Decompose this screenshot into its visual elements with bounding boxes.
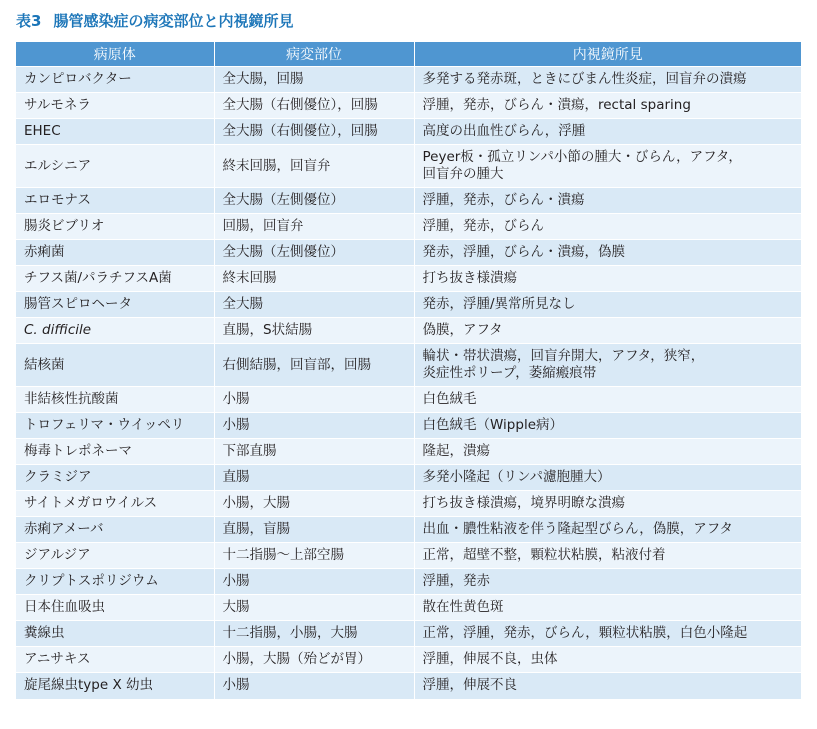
findings-line: 浮腫，伸展不良 bbox=[422, 677, 517, 694]
table-row bbox=[16, 119, 801, 145]
table-row bbox=[16, 292, 801, 318]
findings-line: 白色絨毛（Wipple病） bbox=[422, 417, 563, 433]
site-cell: 小腸，大腸 bbox=[214, 491, 414, 517]
table-row bbox=[16, 67, 801, 93]
pathogen-cell: エロモナス bbox=[16, 188, 214, 214]
findings-cell bbox=[414, 595, 801, 621]
findings-cell bbox=[414, 145, 801, 188]
findings-cell bbox=[414, 240, 801, 266]
table-row bbox=[16, 517, 801, 543]
table-row bbox=[16, 569, 801, 595]
table-caption bbox=[16, 8, 293, 34]
findings-line: 散在性黄色斑 bbox=[422, 599, 504, 615]
pathogen-cell: 非結核性抗酸菌 bbox=[16, 387, 214, 413]
findings-cell bbox=[414, 673, 801, 699]
site-cell: 全大腸 bbox=[214, 292, 414, 318]
site-cell: 小腸 bbox=[214, 673, 414, 699]
findings-cell bbox=[414, 318, 801, 344]
findings-line: 打ち抜き様潰瘍，境界明瞭な潰瘍 bbox=[422, 495, 625, 511]
findings-cell bbox=[414, 119, 801, 145]
findings-line: 多発小隆起（リンパ濾胞腫大） bbox=[422, 469, 611, 485]
findings-cell bbox=[414, 465, 801, 491]
site-cell: 直腸，S状結腸 bbox=[214, 318, 414, 344]
findings-cell bbox=[414, 67, 801, 93]
findings-line: 浮腫，発赤，びらん bbox=[422, 218, 544, 234]
findings-cell bbox=[414, 647, 801, 673]
pathogen-cell: エルシニア bbox=[16, 145, 214, 188]
findings-cell bbox=[414, 292, 801, 318]
findings-line: 正常，超壁不整，顆粒状粘膜，粘液付着 bbox=[422, 547, 666, 563]
table-row bbox=[16, 214, 801, 240]
table-title: 腸管感染症の病変部位と内視鏡所見 bbox=[53, 12, 294, 30]
findings-cell bbox=[414, 621, 801, 647]
findings-cell bbox=[414, 517, 801, 543]
findings-cell bbox=[414, 93, 801, 119]
site-cell: 全大腸（右側優位），回腸 bbox=[214, 119, 414, 145]
site-cell: 十二指腸，小腸，大腸 bbox=[214, 621, 414, 647]
table-row bbox=[16, 318, 801, 344]
findings-line: 打ち抜き様潰瘍 bbox=[422, 270, 517, 286]
pathogen-cell: クリプトスポリジウム bbox=[16, 569, 214, 595]
findings-cell bbox=[414, 214, 801, 240]
table-row bbox=[16, 266, 801, 292]
site-cell: 小腸 bbox=[214, 569, 414, 595]
table-row bbox=[16, 145, 801, 188]
pathogen-cell: サイトメガロウイルス bbox=[16, 491, 214, 517]
pathogen-cell: アニサキス bbox=[16, 647, 214, 673]
findings-line: 発赤，浮腫/異常所見なし bbox=[422, 296, 576, 312]
findings-line: 高度の出血性びらん，浮腫 bbox=[422, 123, 586, 139]
infection-findings-table bbox=[16, 42, 801, 699]
site-cell: 十二指腸〜上部空腸 bbox=[214, 543, 414, 569]
pathogen-cell: EHEC bbox=[16, 119, 214, 145]
site-cell: 下部直腸 bbox=[214, 439, 414, 465]
site-cell: 全大腸（左側優位） bbox=[214, 240, 414, 266]
header-pathogen: 病原体 bbox=[16, 42, 214, 67]
site-cell: 小腸，大腸（殆どが胃） bbox=[214, 647, 414, 673]
findings-cell bbox=[414, 413, 801, 439]
findings-line: 発赤，浮腫，びらん・潰瘍，偽膜 bbox=[422, 244, 625, 260]
pathogen-cell: チフス菌/パラチフスA菌 bbox=[16, 266, 214, 292]
findings-line: 浮腫，伸展不良，虫体 bbox=[422, 651, 558, 667]
pathogen-cell: 日本住血吸虫 bbox=[16, 595, 214, 621]
table-row bbox=[16, 240, 801, 266]
pathogen-cell: 旋尾線虫type X 幼虫 bbox=[16, 673, 214, 699]
pathogen-cell: トロフェリマ・ウイッペリ bbox=[16, 413, 214, 439]
findings-cell bbox=[414, 266, 801, 292]
pathogen-cell: ジアルジア bbox=[16, 543, 214, 569]
site-cell: 回腸，回盲弁 bbox=[214, 214, 414, 240]
findings-line: 浮腫，発赤，びらん・潰瘍 bbox=[422, 192, 585, 208]
findings-line: 浮腫，発赤，びらん・潰瘍，rectal sparing bbox=[422, 97, 691, 113]
findings-line: 浮腫，発赤 bbox=[422, 573, 490, 589]
findings-line: 多発する発赤斑，ときにびまん性炎症，回盲弁の潰瘍 bbox=[422, 71, 747, 87]
findings-cell bbox=[414, 387, 801, 413]
pathogen-cell: 結核菌 bbox=[16, 344, 214, 387]
findings-line: 偽膜，アフタ bbox=[422, 322, 503, 338]
pathogen-cell: サルモネラ bbox=[16, 93, 214, 119]
table-row bbox=[16, 543, 801, 569]
table-number: 表3 bbox=[16, 12, 42, 30]
table-row bbox=[16, 673, 801, 699]
pathogen-cell: 腸管スピロヘータ bbox=[16, 292, 214, 318]
table-row bbox=[16, 188, 801, 214]
pathogen-cell: 腸炎ビブリオ bbox=[16, 214, 214, 240]
findings-cell bbox=[414, 439, 801, 465]
table-row bbox=[16, 595, 801, 621]
table-row bbox=[16, 465, 801, 491]
findings-line: 回盲弁の腫大 bbox=[422, 166, 504, 182]
findings-line: 隆起，潰瘍 bbox=[422, 443, 490, 459]
findings-line: Peyer板・孤立リンパ小節の腫大・びらん，アフタ， bbox=[422, 149, 742, 165]
header-lesion-site: 病変部位 bbox=[214, 42, 414, 67]
pathogen-cell: 梅毒トレポネーマ bbox=[16, 439, 214, 465]
table-row bbox=[16, 387, 801, 413]
site-cell: 右側結腸，回盲部，回腸 bbox=[214, 344, 414, 387]
pathogen-cell: カンピロバクター bbox=[16, 67, 214, 93]
table-row bbox=[16, 413, 801, 439]
site-cell: 直腸 bbox=[214, 465, 414, 491]
site-cell: 全大腸（左側優位） bbox=[214, 188, 414, 214]
table-row bbox=[16, 647, 801, 673]
findings-cell bbox=[414, 491, 801, 517]
table-row bbox=[16, 621, 801, 647]
site-cell: 小腸 bbox=[214, 387, 414, 413]
findings-cell bbox=[414, 569, 801, 595]
findings-line: 白色絨毛 bbox=[422, 391, 477, 407]
site-cell: 終末回腸，回盲弁 bbox=[214, 145, 414, 188]
site-cell: 全大腸（右側優位），回腸 bbox=[214, 93, 414, 119]
findings-line: 炎症性ポリープ，萎縮瘢痕帯 bbox=[422, 365, 597, 381]
pathogen-cell: 赤痢アメーバ bbox=[16, 517, 214, 543]
findings-cell bbox=[414, 344, 801, 387]
pathogen-cell: C. difficile bbox=[16, 318, 214, 344]
site-cell: 全大腸，回腸 bbox=[214, 67, 414, 93]
header-endoscopic-findings: 内視鏡所見 bbox=[414, 42, 801, 67]
findings-cell bbox=[414, 543, 801, 569]
table-row bbox=[16, 93, 801, 119]
findings-cell bbox=[414, 188, 801, 214]
pathogen-cell: 糞線虫 bbox=[16, 621, 214, 647]
findings-line: 輪状・帯状潰瘍，回盲弁開大，アフタ，狭窄， bbox=[422, 348, 705, 364]
findings-line: 正常，浮腫，発赤，びらん，顆粒状粘膜，白色小隆起 bbox=[422, 625, 748, 641]
pathogen-cell: 赤痢菌 bbox=[16, 240, 214, 266]
findings-line: 出血・膿性粘液を伴う隆起型びらん，偽膜，アフタ bbox=[422, 521, 733, 537]
table-header-row bbox=[16, 42, 801, 67]
site-cell: 小腸 bbox=[214, 413, 414, 439]
site-cell: 直腸，盲腸 bbox=[214, 517, 414, 543]
pathogen-cell: クラミジア bbox=[16, 465, 214, 491]
site-cell: 終末回腸 bbox=[214, 266, 414, 292]
site-cell: 大腸 bbox=[214, 595, 414, 621]
table-row bbox=[16, 344, 801, 387]
table-row bbox=[16, 491, 801, 517]
table-row bbox=[16, 439, 801, 465]
